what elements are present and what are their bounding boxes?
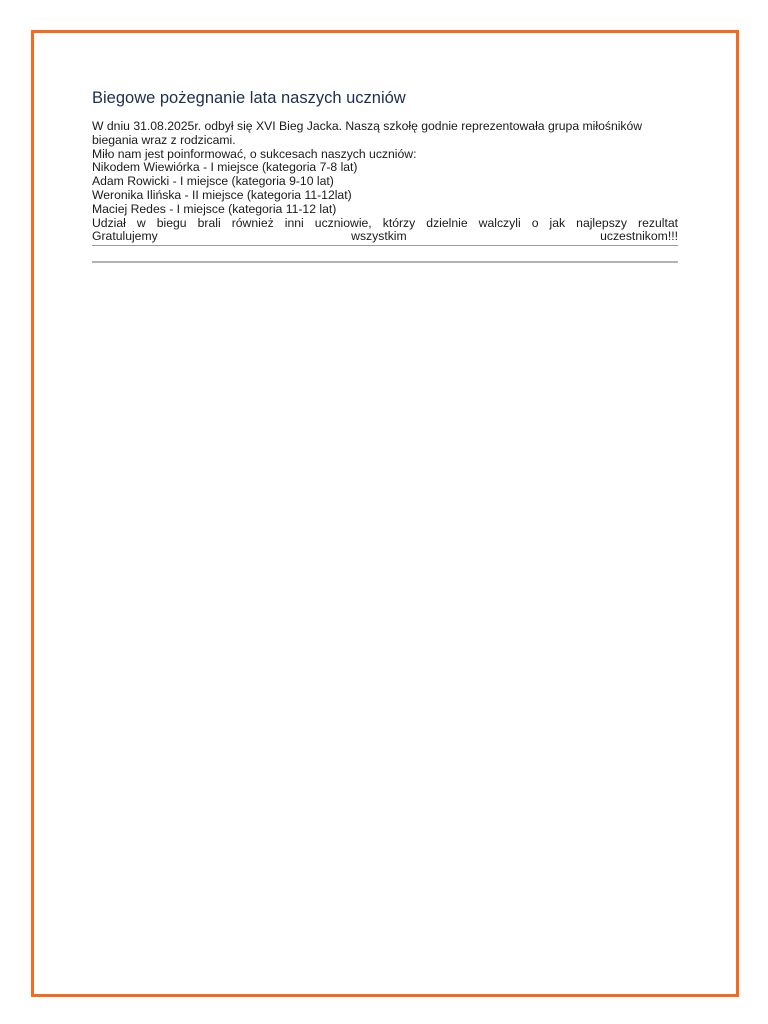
result-line: Nikodem Wiewiórka - I miejsce (kategoria 7-8 lat) [92,160,358,175]
horizontal-rule [92,261,678,263]
congrats-paragraph: Gratulujemy wszystkim uczestnikom!!! [92,230,678,246]
document-page [31,30,739,997]
participation-paragraph: Udział w biegu brali również inni uczniowie, którzy dzielnie walczyli o jak najlepszy rezultat [92,215,678,230]
lead-paragraph: Miło nam jest poinformować, o sukcesach naszych uczniów: [92,146,417,161]
result-line: Weronika Ilińska - II miejsce (kategoria 11-12lat) [92,187,352,202]
article-content [92,88,678,246]
result-line: Adam Rowicki - I miejsce (kategoria 9-10 lat) [92,174,334,189]
intro-paragraph: W dniu 31.08.2025r. odbył się XVI Bieg Jacka. Naszą szkołę godnie reprezentowała grupa miłośników biegania wraz z rodzicami. [92,119,643,147]
article-title: Biegowe pożegnanie lata naszych uczniów [92,89,406,107]
result-line: Maciej Redes - I miejsce (kategoria 11-12 lat) [92,201,337,216]
